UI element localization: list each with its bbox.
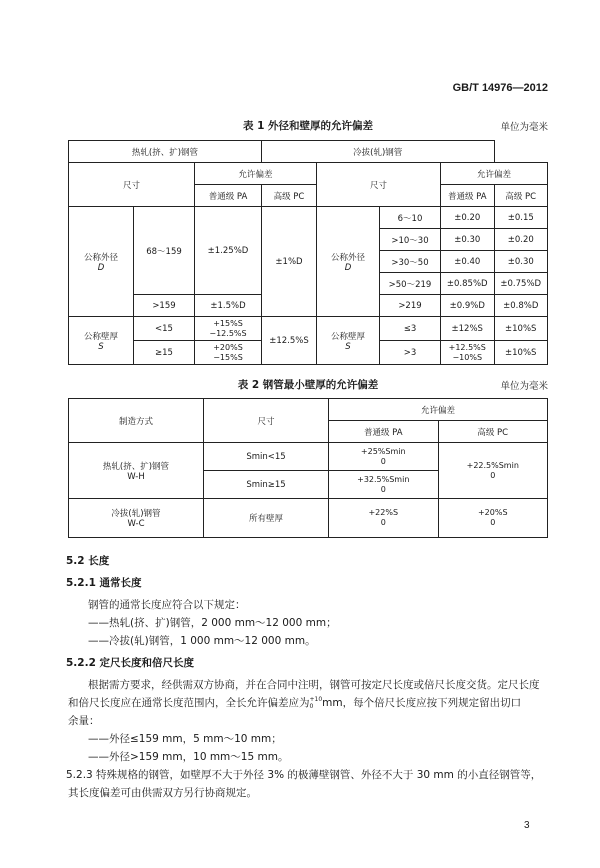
- length-tolerance: +10 0: [309, 696, 323, 710]
- hot-group-header: 热轧(挤、扩)钢管: [69, 141, 262, 163]
- cold-od-pa-1: ±0.20: [441, 207, 495, 229]
- t2-cold-pc: +20%S 0: [438, 499, 548, 538]
- cold-od-pa-3: ±0.40: [441, 251, 495, 273]
- t2-hot-method: 热轧(挤、扩)钢管 W-H: [69, 443, 204, 499]
- para-5-2-2-line3: 余量：: [68, 715, 100, 727]
- cold-od-size-2: >10～30: [380, 229, 441, 251]
- list-item-cold: ——冷拔(轧)钢管，1 000 mm～12 000 mm。: [88, 635, 316, 647]
- cold-od-pa-4: ±0.85%D: [441, 273, 495, 295]
- hot-wt-size-2: ≥15: [134, 341, 195, 365]
- para-5-2-3-line2: 其长度偏差可由供需双方另行协商规定。: [68, 787, 257, 799]
- hot-pa-header: 普通级 PA: [195, 185, 262, 207]
- cold-pc-header: 高级 PC: [494, 185, 548, 207]
- t2-tol-header: 允许偏差: [329, 399, 548, 421]
- t2-cold-method: 冷拔(轧)钢管 W-C: [69, 499, 204, 538]
- page-number: 3: [524, 820, 530, 831]
- table1: [68, 140, 548, 365]
- cold-od-size-3: >30～50: [380, 251, 441, 273]
- cold-wt-label: 公称壁厚 S: [317, 317, 380, 365]
- table2-caption: 表 2 钢管最小壁厚的允许偏差: [237, 379, 379, 391]
- cold-od-pc-3: ±0.30: [494, 251, 548, 273]
- cold-od-size-4: >50～219: [380, 273, 441, 295]
- table1-caption-row: [68, 118, 548, 132]
- cold-od-pa-2: ±0.30: [441, 229, 495, 251]
- list-item-hot: ——热轧(挤、扩)钢管，2 000 mm～12 000 mm；: [88, 617, 337, 629]
- hot-wt-size-1: <15: [134, 317, 195, 341]
- para-5-2-3-line1: 5.2.3 特殊规格的钢管，如壁厚不大于外径 3% 的极薄壁钢管、外径不大于 30 mm 的小直径钢管等，: [66, 769, 542, 781]
- hot-od-size-1: 68～159: [134, 207, 195, 295]
- hot-pc-header: 高级 PC: [262, 185, 317, 207]
- table2: [68, 398, 548, 538]
- cold-od-pc-5: ±0.8%D: [494, 295, 548, 317]
- hot-wt-pc: ±12.5%S: [262, 317, 317, 365]
- hot-wt-pa-2: +20%S −15%S: [195, 341, 262, 365]
- hot-od-pc: ±1%D: [262, 207, 317, 317]
- table1-caption: 表 1 外径和壁厚的允许偏差: [242, 120, 374, 132]
- heading-5-2: 5.2 长度: [66, 555, 110, 567]
- t2-hot-size-1: Smin<15: [204, 443, 329, 471]
- hot-tol-header: 允许偏差: [195, 163, 317, 185]
- standard-number: GB/T 14976—2012: [452, 82, 548, 94]
- hot-od-label: 公称外径 D: [69, 207, 134, 317]
- table1-unit: 单位为毫米: [500, 122, 548, 133]
- t2-hot-size-2: Smin≥15: [204, 471, 329, 499]
- hot-od-pa-1: ±1.25%D: [195, 207, 262, 295]
- cold-wt-pa-1: ±12%S: [441, 317, 495, 341]
- hot-wt-pa-1: +15%S −12.5%S: [195, 317, 262, 341]
- para-5-2-2-line1: 根据需方要求，经供需双方协商，并在合同中注明，钢管可按定尺长度或倍尺长度交货。定尺长度: [88, 679, 540, 691]
- cold-od-label: 公称外径 D: [317, 207, 380, 317]
- cold-od-pc-2: ±0.20: [494, 229, 548, 251]
- cold-wt-pa-2: +12.5%S −10%S: [441, 341, 495, 365]
- hot-od-size-2: >159: [134, 295, 195, 317]
- t2-pc-header: 高级 PC: [438, 421, 548, 443]
- section-5-2: [68, 552, 548, 802]
- cold-tol-header: 允许偏差: [441, 163, 548, 185]
- cold-wt-pc-1: ±10%S: [494, 317, 548, 341]
- t2-cold-size: 所有壁厚: [204, 499, 329, 538]
- t2-size-header: 尺寸: [204, 399, 329, 443]
- cold-wt-pc-2: ±10%S: [494, 341, 548, 365]
- cold-od-size-5: >219: [380, 295, 441, 317]
- cold-size-header: 尺寸: [317, 163, 441, 207]
- table2-caption-row: [68, 377, 548, 391]
- para-5-2-1: 钢管的通常长度应符合以下规定：: [88, 599, 246, 611]
- cold-od-pa-5: ±0.9%D: [441, 295, 495, 317]
- hot-size-header: 尺寸: [69, 163, 195, 207]
- para-5-2-2-line2: 和倍尺长度应在通常长度范围内，全长允许偏差应为+10 0 mm，每个倍尺长度应按下列规定留出切口: [68, 696, 522, 710]
- t2-hot-pa-1: +25%Smin 0: [329, 443, 439, 471]
- cold-wt-size-2: >3: [380, 341, 441, 365]
- t2-cold-pa: +22%S 0: [329, 499, 439, 538]
- list-item-od-large: ——外径>159 mm，10 mm～15 mm。: [88, 751, 289, 763]
- cold-wt-size-1: ≤3: [380, 317, 441, 341]
- cold-od-size-1: 6～10: [380, 207, 441, 229]
- cold-od-pc-4: ±0.75%D: [494, 273, 548, 295]
- t2-method-header: 制造方式: [69, 399, 204, 443]
- t2-hot-pc: +22.5%Smin 0: [438, 443, 548, 499]
- heading-5-2-2: 5.2.2 定尺长度和倍尺长度: [66, 657, 195, 669]
- table2-unit: 单位为毫米: [500, 381, 548, 392]
- hot-od-pa-2: ±1.5%D: [195, 295, 262, 317]
- heading-5-2-1: 5.2.1 通常长度: [66, 577, 142, 589]
- list-item-od-small: ——外径≤159 mm，5 mm～10 mm；: [88, 733, 282, 745]
- cold-od-pc-1: ±0.15: [494, 207, 548, 229]
- cold-group-header: 冷拔(轧)钢管: [262, 141, 495, 163]
- t2-pa-header: 普通级 PA: [329, 421, 439, 443]
- cold-pa-header: 普通级 PA: [441, 185, 495, 207]
- hot-wt-label: 公称壁厚 S: [69, 317, 134, 365]
- t2-hot-pa-2: +32.5%Smin 0: [329, 471, 439, 499]
